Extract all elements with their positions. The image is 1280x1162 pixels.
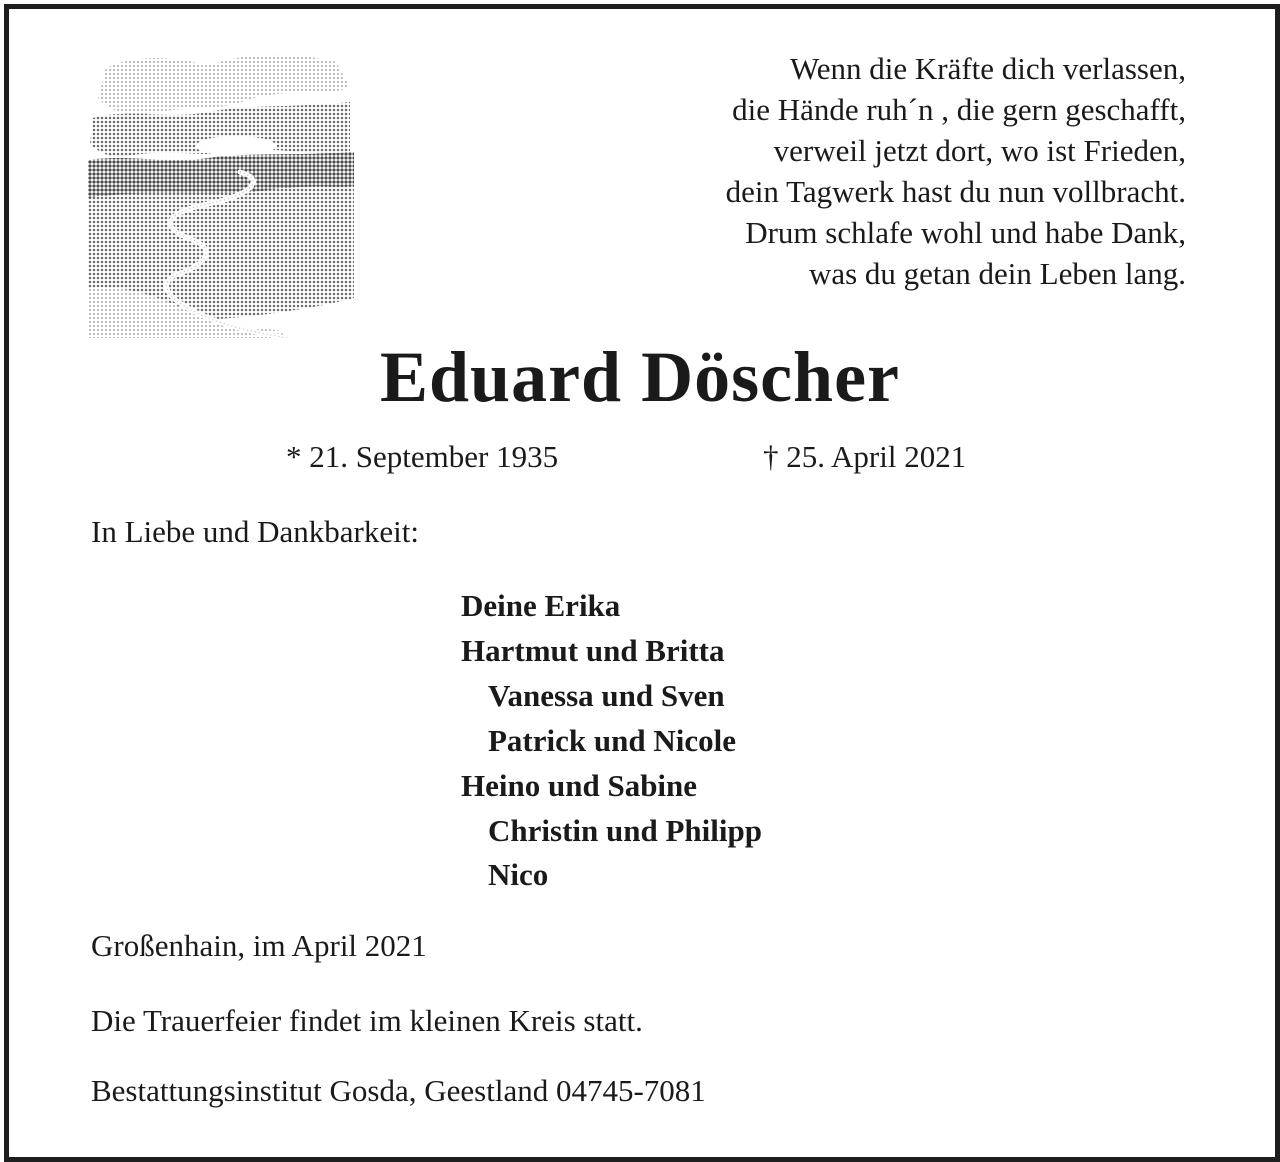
poem-line: Wenn die Kräfte dich verlassen, xyxy=(789,51,1186,86)
mourner-name: Vanessa und Sven xyxy=(488,677,725,713)
place-and-date: Großenhain, im April 2021 xyxy=(91,928,427,963)
dedication-line: In Liebe und Dankbarkeit: xyxy=(91,514,419,549)
poem-line: verweil jetzt dort, wo ist Frieden, xyxy=(773,133,1186,168)
memorial-poem xyxy=(566,48,1186,294)
mourner-name: Deine Erika xyxy=(461,588,621,623)
death-date: † 25. April 2021 xyxy=(763,439,967,474)
poem-line: dein Tagwerk hast du nun vollbracht. xyxy=(725,174,1186,209)
mourner-name: Hartmut und Britta xyxy=(461,632,725,668)
ceremony-note: Die Trauerfeier findet im kleinen Kreis statt. xyxy=(91,1003,643,1038)
undertaker-contact: Bestattungsinstitut Gosda, Geestland 04745-7081 xyxy=(91,1073,706,1108)
deceased-name: Eduard Döscher xyxy=(379,337,901,417)
birth-date: * 21. September 1935 xyxy=(286,439,559,474)
mourner-name: Heino und Sabine xyxy=(461,767,698,803)
landscape-river-icon xyxy=(88,48,354,338)
poem-line: die Hände ruh´n , die gern geschafft, xyxy=(732,92,1186,127)
mourner-name: Christin und Philipp xyxy=(488,812,762,848)
mourner-name: Nico xyxy=(488,857,549,893)
poem-line: Drum schlafe wohl und habe Dank, xyxy=(745,215,1186,250)
poem-line: was du getan dein Leben lang. xyxy=(808,256,1186,291)
mourners-list xyxy=(461,584,762,898)
mourner-name: Patrick und Nicole xyxy=(488,722,736,758)
